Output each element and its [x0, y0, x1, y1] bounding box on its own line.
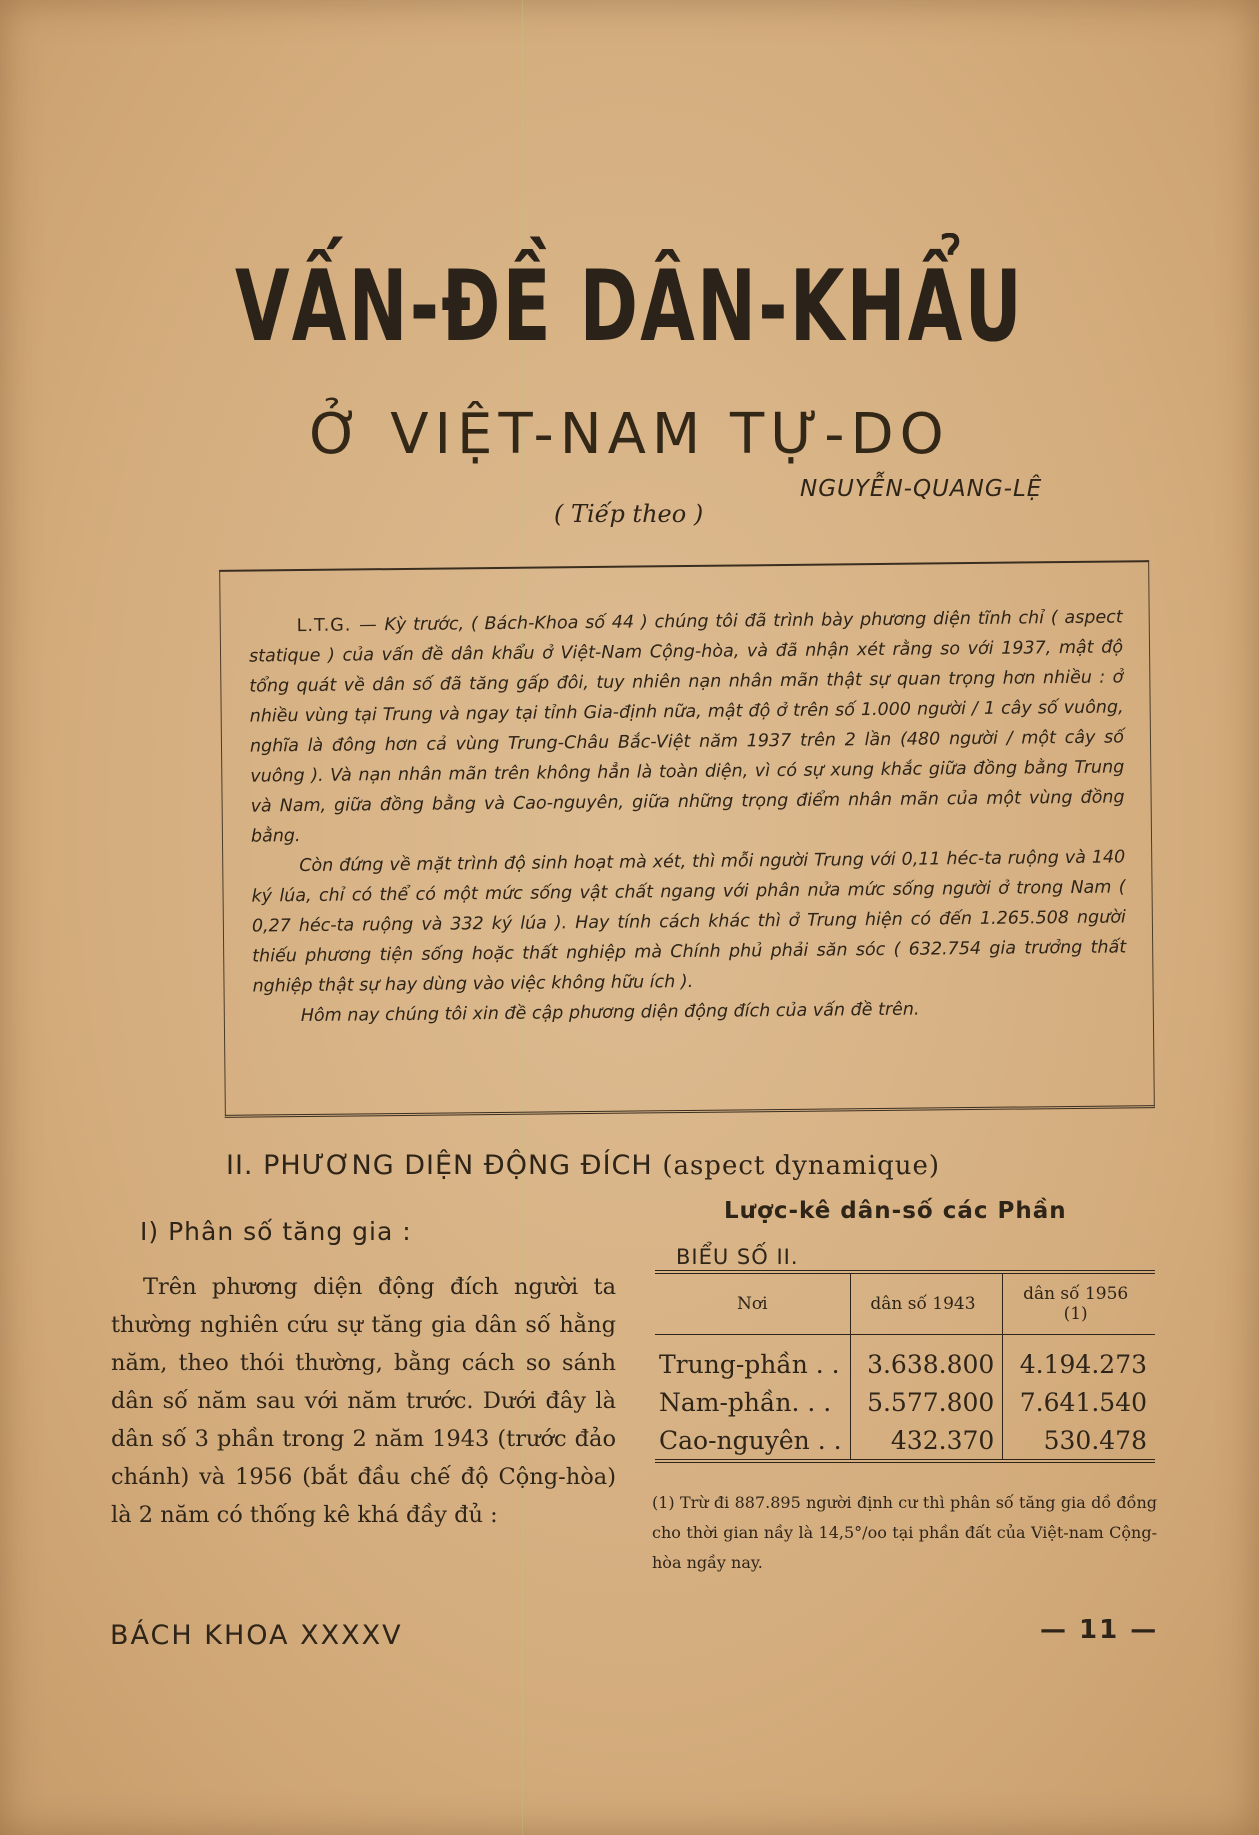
body-paragraph: Trên phương diện động đích người ta thường nghiên cứu sự tăng gia dân số hằng năm, theo thói thường, bằng cách so sánh dân số năm sau với năm trước. Dưới đây là dân số 3 phần trong 2 năm 1943 (trước đảo chánh) và 1956 (bắt đầu chế độ Cộng-hòa) là 2 năm có thống kê khá đầy đủ : — [111, 1274, 616, 1528]
table-row — [655, 1335, 1155, 1384]
continued-note: ( Tiếp theo ) — [554, 500, 704, 528]
cell-1956: 7.641.540 — [1003, 1383, 1155, 1421]
editor-note-paragraph-3: Hôm nay chúng tôi xin đề cập phương diện động đích của vấn đề trên. — [300, 999, 920, 1027]
table-label: BIỂU SỐ II. — [676, 1245, 799, 1269]
cell-1956: 530.478 — [1003, 1421, 1155, 1461]
editor-note-text-1: Kỳ trước, ( Bách-Khoa số 44 ) chúng tôi đã trình bày phương diện tĩnh chỉ ( aspect statique ) của vấn đề dân khẩu ở Việt-Nam Cộng-hòa, và đã nhận xét rằng so với 1937, mật độ tổng quát về dân số đã tăng gấp đôi, tuy nhiên nạn nhân mãn thật sự quan trọng hơn nhiều : ở nhiều vùng tại Trung và ngay tại tỉnh Gia-định nữa, mật độ ở trên số 1.000 người / 1 cây số vuông, nghĩa là đông hơn cả vùng Trung-Châu Bắc-Việt năm 1937 trên 2 lần (480 người / một cây số vuông ). Và nạn nhân mãn trên không hẳn là toàn diện, vì có sự xung khắc giữa đồng bằng Trung và Nam, giữa đồng bằng và Cao-nguyên, giữa những trọng điểm nhân mãn của một vùng đồng bằng. — [248, 607, 1125, 847]
cell-1956: 4.194.273 — [1003, 1335, 1155, 1384]
cell-place: Nam-phần. . . — [659, 1387, 832, 1417]
table-header-row — [655, 1272, 1155, 1335]
table-row — [655, 1421, 1155, 1461]
header-1956 — [1003, 1272, 1155, 1335]
table-row — [655, 1383, 1155, 1421]
footer-publication: BÁCH KHOA XXXXV — [110, 1620, 403, 1651]
article-subtitle: Ở VIỆT-NAM TỰ-DO — [309, 402, 950, 467]
cell-place: Cao-nguyên . . — [659, 1425, 842, 1455]
table-title: Lược-kê dân-số các Phần — [724, 1198, 1067, 1224]
cell-1943: 3.638.800 — [850, 1335, 1003, 1384]
cell-place: Trung-phần . . — [659, 1349, 840, 1379]
body-column — [111, 1268, 616, 1534]
section-heading — [226, 1150, 940, 1181]
section-heading-text: II. PHƯƠNG DIỆN ĐỘNG ĐÍCH — [226, 1150, 653, 1181]
section-heading-sub: (aspect dynamique) — [662, 1151, 941, 1181]
editor-note-box — [219, 560, 1155, 1118]
header-1956-note: (1) — [1063, 1304, 1088, 1324]
editor-note-paragraph-2: Còn đứng về mặt trình độ sinh hoạt mà xét, thì mỗi người Trung với 0,11 héc-ta ruộng và 140 ký lúa, chỉ có thể có một mức sống vật chất ngang với phân nửa mức sống người ở trong Nam ( 0,27 héc-ta ruộng và 332 ký lúa ). Hay tính cách khác thì ở Trung hiện có đến 1.265.508 người thiếu phương tiện sống hoặc thất nghiệp mà Chính phủ phải săn sóc ( 632.754 gia trưởng thất nghiệp thật sự hay dùng vào việc không hữu ích ). — [251, 847, 1127, 997]
header-1943: dân số 1943 — [850, 1272, 1003, 1335]
population-table — [655, 1270, 1155, 1463]
article-title: VẤN-ĐỀ DÂN-KHẨU — [234, 250, 1024, 364]
footer-page-number: — 11 — — [1040, 1615, 1159, 1645]
cell-1943: 5.577.800 — [850, 1383, 1003, 1421]
header-place: Nơi — [655, 1272, 850, 1335]
editor-note-paragraph-1 — [249, 602, 1125, 851]
cell-1943: 432.370 — [850, 1421, 1003, 1461]
subsection-heading: I) Phân số tăng gia : — [140, 1217, 412, 1246]
table-footnote: (1) Trừ đi 887.895 người định cư thì phân số tăng gia dồ đồng cho thời gian nầy là 14,5°/oo tại phần đất của Việt-nam Cộng-hòa ngầy nay. — [652, 1493, 1157, 1572]
header-1956-label: dân số 1956 — [1023, 1284, 1129, 1304]
editor-note-lead: L.T.G. — — [296, 615, 378, 637]
author-name: NGUYỄN-QUANG-LỆ — [800, 476, 1043, 502]
